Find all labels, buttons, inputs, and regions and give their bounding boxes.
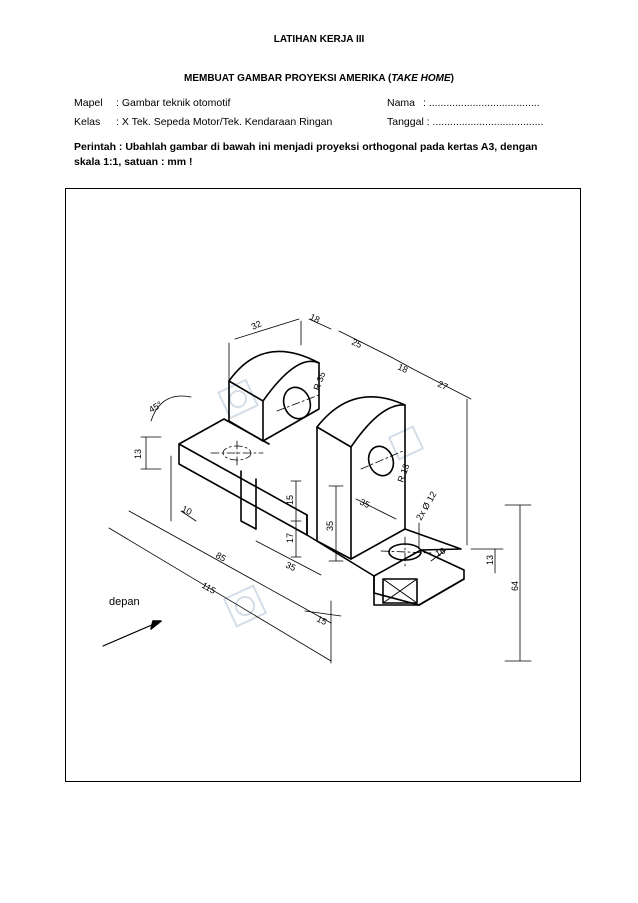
worksheet-title: LATIHAN KERJA III: [273, 34, 365, 45]
dim-27: 27: [436, 378, 450, 393]
dim-25: 25: [350, 336, 364, 351]
dim-17: 17: [285, 532, 295, 543]
dim-18b: 18: [396, 361, 410, 376]
dim-15a: 15: [285, 494, 295, 505]
left-upright: [229, 351, 319, 441]
dim-13a: 13: [133, 448, 143, 459]
instruction-text: Perintah : Ubahlah gambar di bawah ini menjadi proyeksi orthogonal pada kertas A3, dengan skala 1:1, satuan : mm !: [74, 141, 538, 168]
dim-85: 85: [214, 550, 228, 564]
dim-13b: 13: [485, 554, 495, 565]
dim-10: 10: [180, 503, 194, 518]
direction-label: depan: [109, 596, 140, 608]
subtitle-italic: TAKE HOME: [391, 73, 451, 84]
dim-r13: R 13: [395, 462, 412, 484]
dim-16: 16: [433, 545, 447, 559]
dim-115: 115: [200, 580, 218, 596]
dim-35b: 35: [325, 520, 335, 531]
mapel-row: [74, 97, 230, 109]
dimension-lines: [109, 319, 531, 663]
tanggal-value: : ......................................: [426, 116, 544, 128]
kelas-value: : X Tek. Sepeda Motor/Tek. Kendaraan Ringan: [116, 116, 333, 128]
dim-35c: 35: [358, 496, 372, 511]
dim-45deg: 45°: [147, 399, 164, 415]
tanggal-label: Tanggal: [387, 116, 424, 128]
dim-holes: 2x Ø 12: [414, 489, 439, 522]
right-upright: [317, 397, 461, 560]
isometric-drawing: [66, 189, 580, 781]
drawing-frame: [65, 188, 581, 782]
dim-r35: R 35: [311, 370, 328, 392]
nama-label: Nama: [387, 97, 416, 109]
dim-64: 64: [510, 580, 520, 591]
dim-18a: 18: [308, 311, 322, 326]
worksheet-subtitle: [0, 73, 638, 84]
direction-arrow: [103, 621, 161, 646]
dim-35a: 35: [284, 559, 298, 574]
kelas-row: [74, 116, 332, 128]
mapel-value: : Gambar teknik otomotif: [116, 97, 231, 109]
dim-32: 32: [249, 318, 263, 332]
subtitle-main: MEMBUAT GAMBAR PROYEKSI AMERIKA (: [183, 73, 392, 84]
nama-value: : ......................................: [423, 97, 540, 109]
tanggal-row: [387, 116, 543, 128]
dim-15b: 15: [315, 613, 329, 628]
kelas-label: Kelas: [74, 116, 101, 128]
subtitle-end: ): [450, 73, 454, 84]
mapel-label: Mapel: [74, 97, 103, 109]
nama-row: [387, 97, 540, 109]
